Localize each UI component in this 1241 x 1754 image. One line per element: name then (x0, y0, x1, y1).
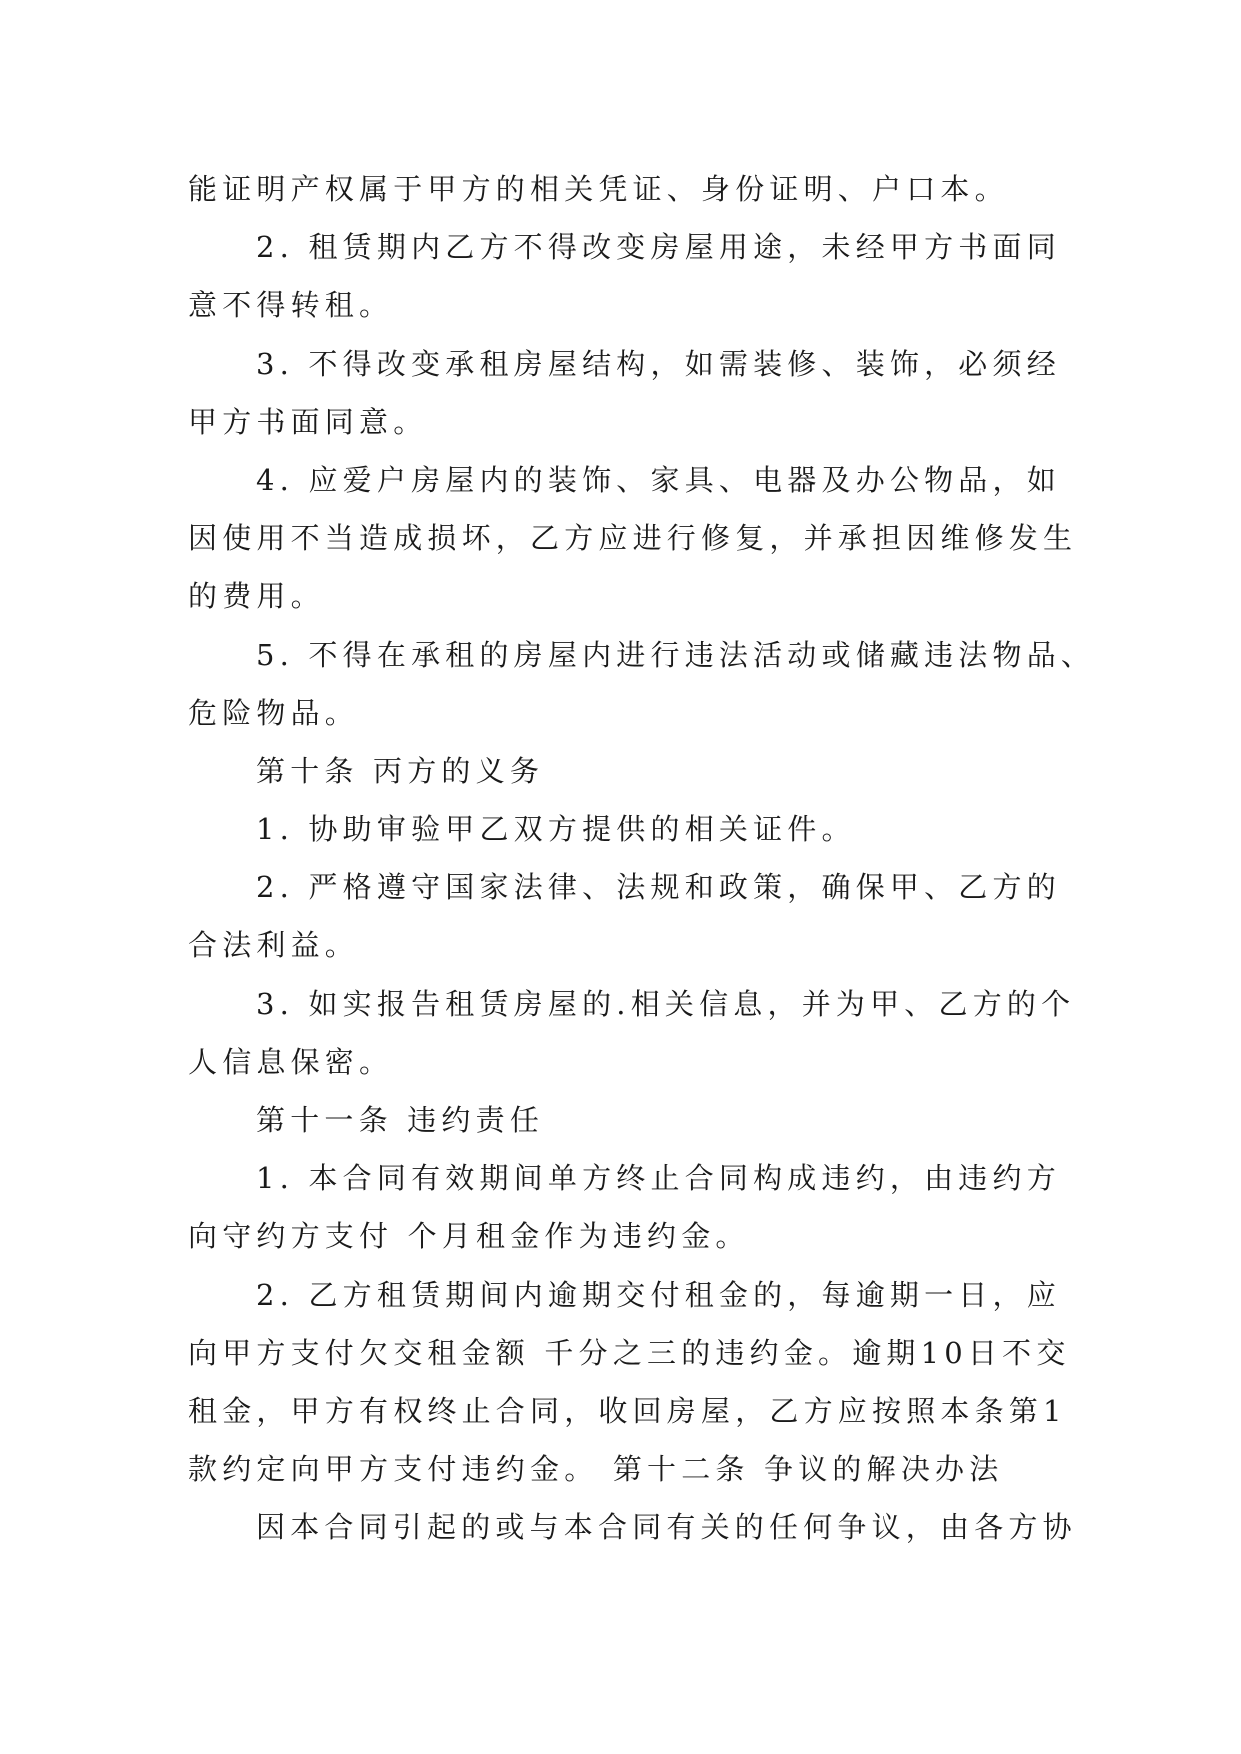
text-line: 人信息保密。 (188, 1044, 394, 1079)
text-line: 因本合同引起的或与本合同有关的任何争议，由各方协 (256, 1510, 1077, 1545)
text-line: 1. 本合同有效期间单方终止合同构成违约，由违约方 (256, 1161, 1061, 1196)
text-line: 2. 乙方租赁期间内逾期交付租金的，每逾期一日，应 (256, 1277, 1061, 1312)
text-line: 租金，甲方有权终止合同，收回房屋，乙方应按照本条第1 (188, 1393, 1067, 1428)
text-line: 1. 协助审验甲乙双方提供的相关证件。 (256, 812, 856, 847)
text-line: 2. 租赁期内乙方不得改变房屋用途，未经甲方书面同 (256, 230, 1061, 265)
text-line: 意不得转租。 (188, 288, 394, 323)
text-line: 的费用。 (188, 579, 325, 614)
text-line: 2. 严格遵守国家法律、法规和政策，确保甲、乙方的 (256, 870, 1061, 905)
text-line: 款约定向甲方支付违约金。 第十二条 争议的解决办法 (188, 1452, 1004, 1487)
text-line: 向守约方支付 个月租金作为违约金。 (188, 1219, 750, 1254)
text-line: 3. 如实报告租赁房屋的.相关信息，并为甲、乙方的个 (256, 986, 1076, 1021)
text-line: 5. 不得在承租的房屋内进行违法活动或储藏违法物品、 (256, 637, 1096, 672)
text-line: 3. 不得改变承租房屋结构，如需装修、装饰，必须经 (256, 346, 1061, 381)
text-line: 甲方书面同意。 (188, 404, 428, 439)
text-line: 向甲方支付欠交租金额 千分之三的违约金。逾期10日不交 (188, 1335, 1071, 1370)
text-line: 第十条 丙方的义务 (256, 753, 545, 788)
text-line: 危险物品。 (188, 695, 360, 730)
text-line: 第十一条 违约责任 (256, 1103, 545, 1137)
text-line: 合法利益。 (188, 928, 360, 963)
document-body (188, 160, 1096, 1557)
text-line: 能证明产权属于甲方的相关凭证、身份证明、户口本。 (188, 172, 1009, 206)
text-line: 因使用不当造成损坏，乙方应进行修复，并承担因维修发生 (188, 521, 1078, 556)
text-line: 4. 应爱户房屋内的装饰、家具、电器及办公物品，如 (256, 462, 1061, 497)
